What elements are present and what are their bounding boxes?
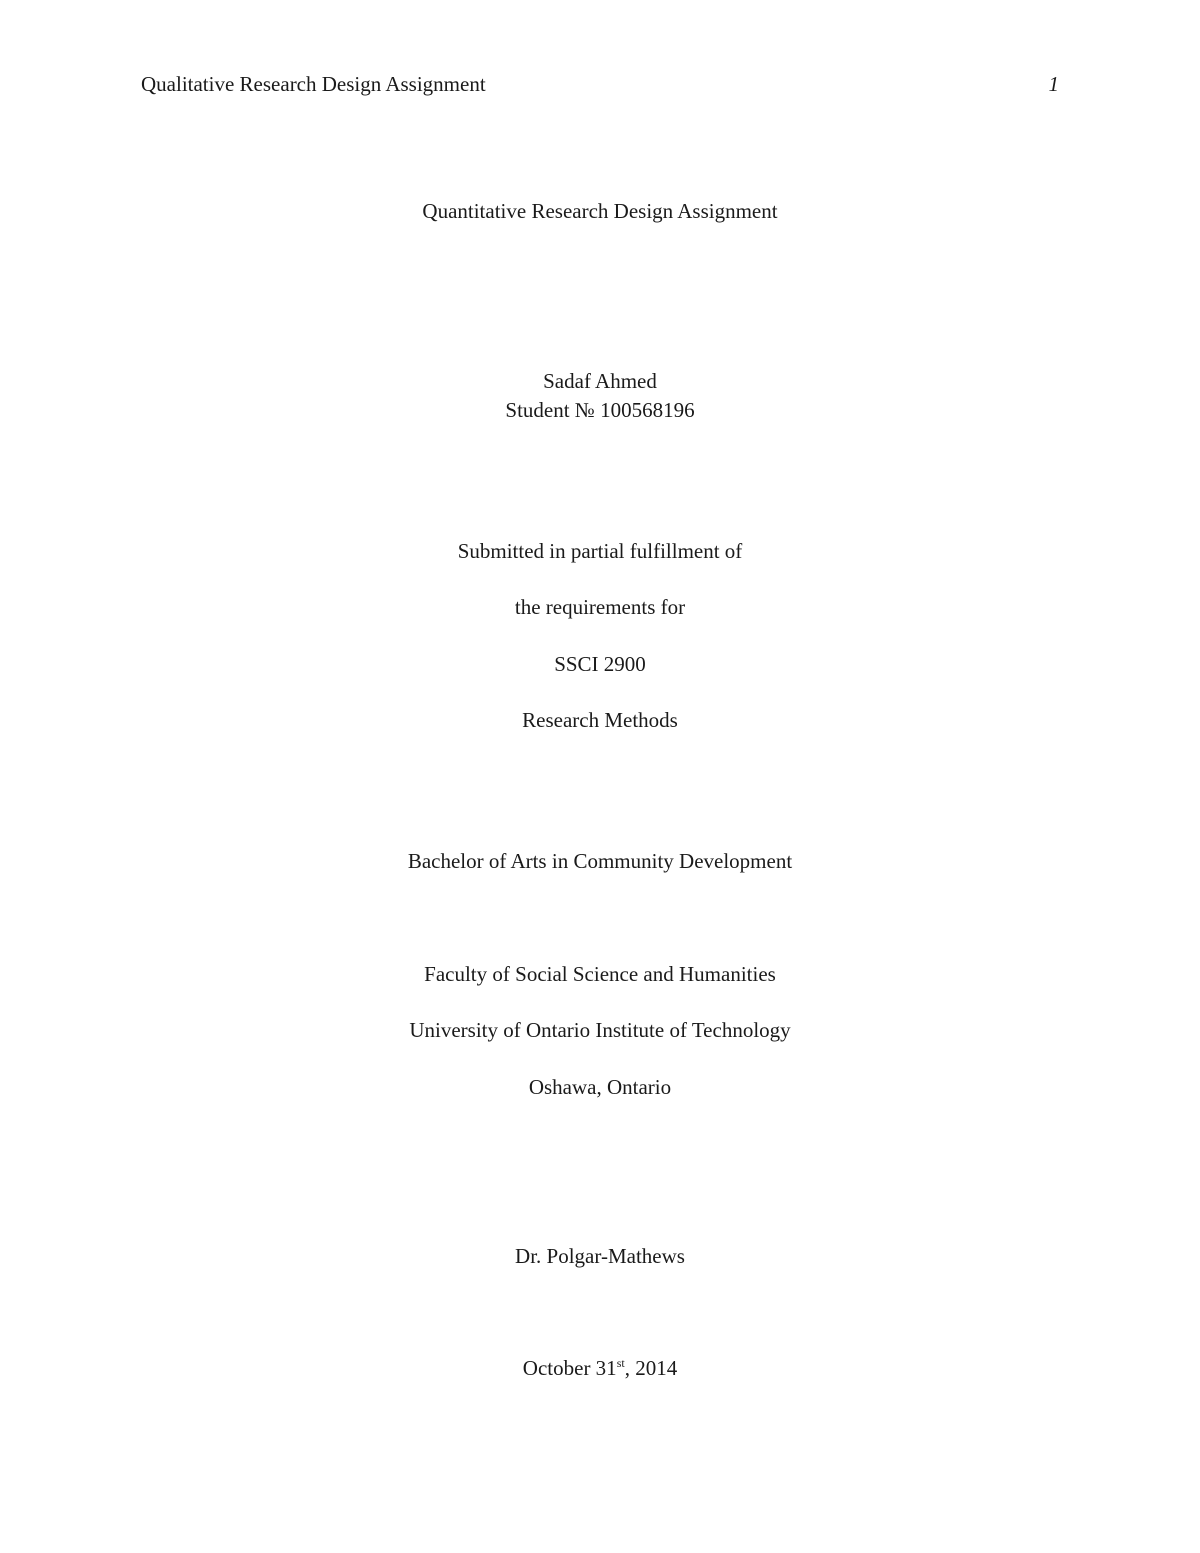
date-year: , 2014	[624, 1356, 678, 1380]
course-name: Research Methods	[522, 708, 678, 732]
student-number: Student № 100568196	[505, 398, 695, 422]
page-number: 1	[1048, 72, 1059, 96]
date-ordinal-suffix: st	[616, 1356, 625, 1370]
instructor: Dr. Polgar-Mathews	[515, 1244, 685, 1268]
university: University of Ontario Institute of Technology	[409, 1018, 791, 1042]
date-month-day: October 31	[522, 1356, 617, 1380]
submission-line-1: Submitted in partial fulfillment of	[457, 539, 743, 563]
document-title: Quantitative Research Design Assignment	[422, 199, 778, 223]
faculty: Faculty of Social Science and Humanities	[424, 962, 776, 986]
course-code: SSCI 2900	[554, 652, 646, 676]
author-name: Sadaf Ahmed	[543, 369, 657, 393]
location: Oshawa, Ontario	[528, 1075, 672, 1099]
running-head: Qualitative Research Design Assignment	[141, 72, 486, 96]
submission-date	[0, 1354, 1200, 1382]
submission-line-2: the requirements for	[514, 595, 686, 619]
degree-program: Bachelor of Arts in Community Development	[407, 849, 793, 873]
